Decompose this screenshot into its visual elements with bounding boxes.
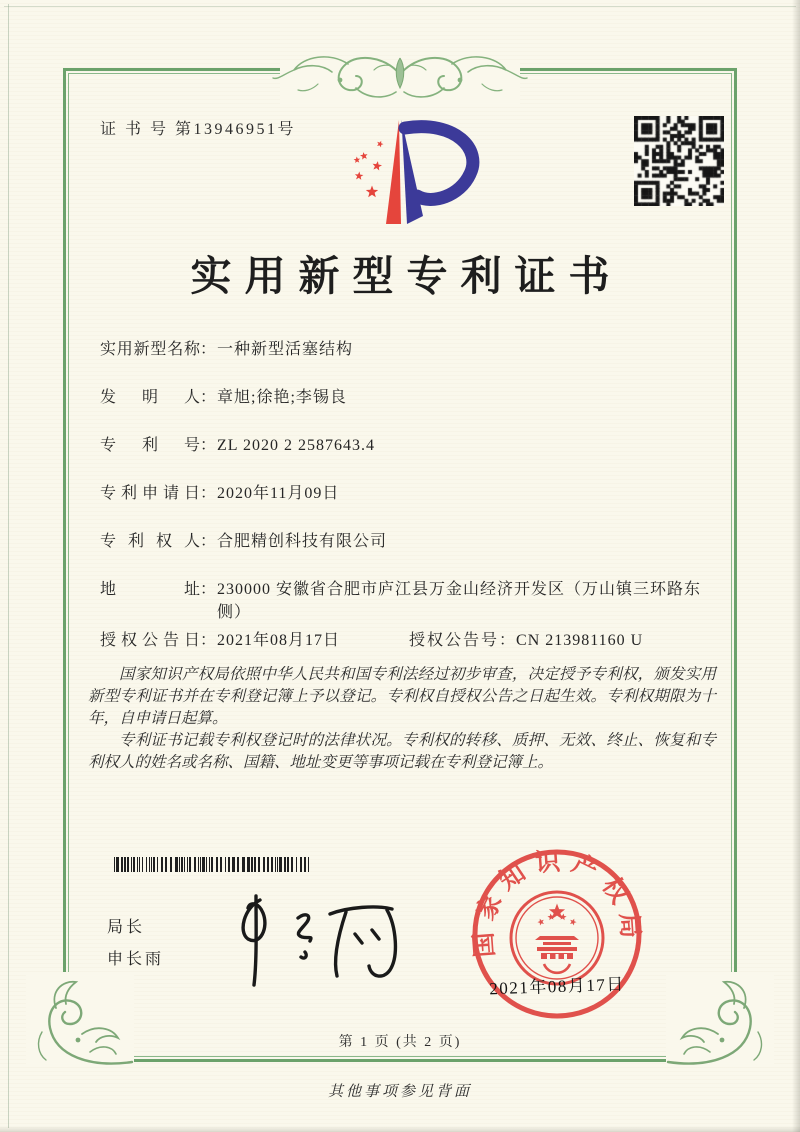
certificate-number: 证 书 号 第13946951号 xyxy=(100,121,297,138)
barcode-bar xyxy=(157,857,158,872)
seal-date: 2021年08月17日 xyxy=(489,974,626,999)
seal-text: 国家知识产权局 xyxy=(469,848,644,959)
field-value: 2020年11月09日 xyxy=(217,485,340,502)
field-label: 授权公告日 xyxy=(100,632,200,649)
barcode-bar xyxy=(121,857,123,872)
field-value: 章旭;徐艳;李锡良 xyxy=(217,389,347,406)
barcode-bar xyxy=(124,857,126,872)
barcode-bar xyxy=(308,857,309,872)
barcode-bar xyxy=(198,857,199,872)
barcode xyxy=(114,857,312,872)
certificate-fields xyxy=(100,338,708,677)
director-block xyxy=(107,912,164,976)
barcode-bar xyxy=(175,857,178,872)
barcode-bar xyxy=(284,857,286,872)
barcode-bar xyxy=(251,857,253,872)
field-value: 一种新型活塞结构 xyxy=(217,341,354,358)
barcode-bar xyxy=(216,857,218,872)
field-row-name: 实用新型名称 ： 一种新型活塞结构 xyxy=(100,338,708,361)
barcode-bar xyxy=(165,857,167,872)
field-value: ZL 2020 2 2587643.4 xyxy=(217,437,375,454)
field-row-grant: 授权公告日 ： 2021年08月17日 授权公告号 ： CN 213981160 U xyxy=(100,629,708,652)
barcode-bar xyxy=(184,857,185,872)
legal-paragraph-2: 专利证书记载专利权登记时的法律状况。专利权的转移、质押、无效、终止、恢复和专利权人的姓名或名称、国籍、地址变更等事项记载在专利登记簿上。 xyxy=(88,732,716,771)
barcode-bar xyxy=(247,857,250,872)
barcode-bar xyxy=(142,857,143,872)
barcode-bar xyxy=(161,857,163,872)
barcode-bar xyxy=(263,857,265,872)
grant-date-value: 2021年08月17日 xyxy=(217,632,341,649)
barcode-bar xyxy=(149,857,150,872)
back-side-note: 其他事项参见背面 xyxy=(327,1084,472,1100)
star-icon xyxy=(377,141,383,148)
barcode-bar xyxy=(194,857,196,872)
emblem-gate xyxy=(535,936,579,959)
scan-shadow-right xyxy=(792,0,800,1132)
barcode-bar xyxy=(206,857,207,872)
barcode-bar xyxy=(300,857,302,872)
star-icon xyxy=(354,157,361,164)
barcode-bar xyxy=(200,857,201,872)
field-row-filing-date: 专利申请日 ： 2020年11月09日 xyxy=(100,482,708,505)
barcode-bar xyxy=(139,857,140,872)
barcode-bar xyxy=(131,857,132,872)
field-label: 发明人 xyxy=(100,389,200,406)
field-label: 授权公告号 xyxy=(409,632,500,649)
cnipa-logo-icon xyxy=(338,112,503,232)
barcode-bar xyxy=(304,857,306,872)
legal-paragraph-1: 国家知识产权局依照中华人民共和国专利法经过初步审查，决定授予专利权，颁发实用新型专利证书并在专利登记簿上予以登记。专利权自授权公告之日起生效。专利权期限为十年，自申请日起算。 xyxy=(88,666,716,727)
field-label: 专利申请日 xyxy=(100,485,200,502)
barcode-bar xyxy=(220,857,222,872)
barcode-bar xyxy=(237,857,239,872)
barcode-bar xyxy=(258,857,260,872)
director-name: 申长雨 xyxy=(107,951,165,968)
star-icon xyxy=(366,186,378,198)
barcode-bar xyxy=(133,857,135,872)
barcode-bar xyxy=(242,857,245,872)
field-label: 地址 xyxy=(100,581,200,598)
barcode-bar xyxy=(287,857,289,872)
barcode-bar xyxy=(137,857,138,872)
bottom-right-flourish-icon xyxy=(662,972,774,1072)
star-icon xyxy=(373,161,382,170)
barcode-bar xyxy=(232,857,235,872)
barcode-bar xyxy=(146,857,147,872)
star-icon xyxy=(537,919,544,926)
star-icon xyxy=(360,152,368,160)
barcode-bar xyxy=(189,857,191,872)
barcode-bar xyxy=(179,857,180,872)
star-icon xyxy=(570,919,577,926)
top-flourish-ornament-icon xyxy=(270,32,530,112)
barcode-bar xyxy=(277,857,278,872)
bottom-left-flourish-icon xyxy=(26,972,138,1072)
svg-text:国家知识产权局 xyxy=(469,847,645,958)
field-row-address: 地址 ： 230000 安徽省合肥市庐江县万金山经济开发区（万山镇三环路东侧） xyxy=(100,578,708,624)
barcode-bar xyxy=(275,857,276,872)
barcode-bar xyxy=(116,857,119,872)
barcode-bar xyxy=(187,857,188,872)
grant-no-value: CN 213981160 U xyxy=(516,632,644,649)
signature-icon xyxy=(222,888,427,990)
field-row-patentee: 专利权人 ： 合肥精创科技有限公司 xyxy=(100,530,708,553)
barcode-bar xyxy=(114,857,115,872)
barcode-bar xyxy=(209,857,210,872)
page-edge-line-top xyxy=(4,6,796,7)
barcode-bar xyxy=(228,857,230,872)
certificate-title: 实用新型专利证书 xyxy=(190,253,623,299)
barcode-bar xyxy=(296,857,297,872)
field-row-patent-no: 专利号 ： ZL 2020 2 2587643.4 xyxy=(100,434,708,457)
legal-text xyxy=(88,664,716,774)
scan-shadow-bottom xyxy=(0,1126,800,1132)
field-label: 专利权人 xyxy=(100,533,200,550)
page-edge-line-left xyxy=(8,4,9,1128)
barcode-bar xyxy=(153,857,155,872)
barcode-bar xyxy=(267,857,269,872)
barcode-bar xyxy=(279,857,282,872)
field-label: 专利号 xyxy=(100,437,200,454)
star-icon xyxy=(355,172,364,180)
barcode-bar xyxy=(254,857,256,872)
barcode-bar xyxy=(211,857,213,872)
field-value: 合肥精创科技有限公司 xyxy=(217,533,388,550)
qr-code xyxy=(634,116,724,206)
barcode-bar xyxy=(127,857,129,872)
barcode-bar xyxy=(271,857,273,872)
field-value: 230000 安徽省合肥市庐江县万金山经济开发区（万山镇三环路东侧） xyxy=(217,581,702,621)
field-row-inventors: 发明人 ： 章旭;徐艳;李锡良 xyxy=(100,386,708,409)
barcode-bar xyxy=(291,857,293,872)
field-label: 实用新型名称 xyxy=(100,341,200,358)
barcode-bar xyxy=(202,857,205,872)
barcode-bar xyxy=(170,857,172,872)
barcode-bar xyxy=(181,857,183,872)
director-title: 局长 xyxy=(107,919,146,936)
barcode-bar xyxy=(151,857,152,872)
barcode-bar xyxy=(225,857,226,872)
page-number: 第 1 页 (共 2 页) xyxy=(338,1035,462,1050)
